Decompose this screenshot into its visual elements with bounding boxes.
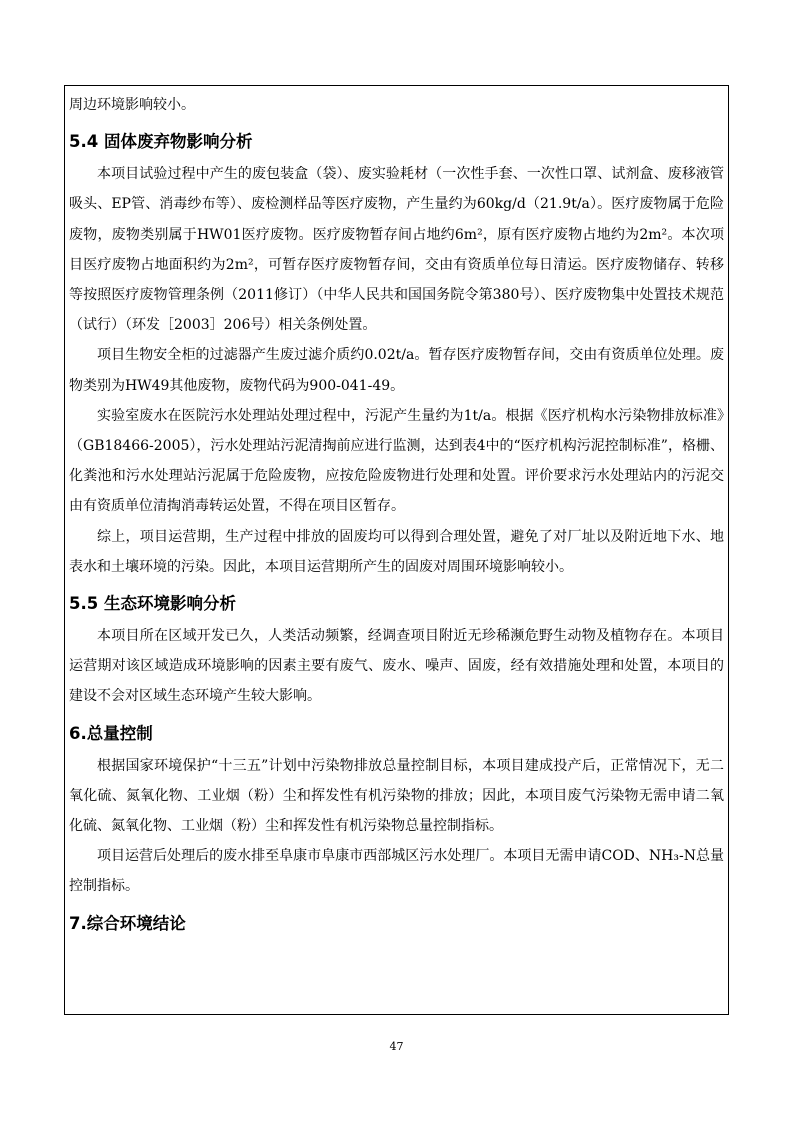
paragraph: 实验室废水在医院污水处理站处理过程中，污泥产生量约为1t/a。根据《医疗机构水污染物排放标准》（GB18466-2005），污水处理站污泥清掏前应进行监测，达到表4中的“医疗机构污泥控制标准”，格栅、化粪池和污水处理站污泥属于危险废物，应按危险废物进行处理和处置。评价要求污水处理站内的污泥交由有资质单位清掏消毒转运处置，不得在项目区暂存。 <box>69 407 724 515</box>
section-heading: 5.4 固体废弃物影响分析 <box>69 132 253 152</box>
paragraph: 综上，项目运营期，生产过程中排放的固废均可以得到合理处置，避免了对厂址以及附近地下水、地表水和土壤环境的污染。因此，本项目运营期所产生的固废对周围环境影响较小。 <box>69 528 724 575</box>
section-solid-waste <box>69 132 724 582</box>
paragraph: 项目运营后处理后的废水排至阜康市阜康市西部城区污水处理厂。本项目无需申请COD、NH₃-N总量控制指标。 <box>69 848 724 895</box>
document-frame <box>64 85 729 1015</box>
section-heading: 5.5 生态环境影响分析 <box>69 594 236 614</box>
section-conclusion <box>69 914 724 934</box>
section-total-control <box>69 724 724 902</box>
section-heading: 6.总量控制 <box>69 723 153 743</box>
paragraph: 根据国家环境保护“十三五”计划中污染物排放总量控制目标，本项目建成投产后，正常情况下，无二氧化硫、氮氧化物、工业烟（粉）尘和挥发性有机污染物的排放；因此，本项目废气污染物无需申请二氧化硫、氮氧化物、工业烟（粉）尘和挥发性有机污染物总量控制指标。 <box>69 757 724 835</box>
section-ecology <box>69 594 724 712</box>
section-heading: 7.综合环境结论 <box>69 913 186 933</box>
intro-line: 周边环境影响较小。 <box>69 97 195 113</box>
document-body <box>69 90 724 941</box>
paragraph: 本项目试验过程中产生的废包装盒（袋）、废实验耗材（一次性手套、一次性口罩、试剂盒、废移液管吸头、EP管、消毒纱布等）、废检测样品等医疗废物，产生量约为60kg/d（21.9t/a）。医疗废物属于危险废物，废物类别属于HW01医疗废物。医疗废物暂存间占地约6m²，原有医疗废物占地约为2m²。本次项目医疗废物占地面积约为2m²，可暂存医疗废物暂存间，交由有资质单位每日清运。医疗废物储存、转移等按照医疗废物管理条例（2011修订）（中华人民共和国国务院令第380号）、医疗废物集中处置技术规范（试行）（环发［2003］206号）相关条例处置。 <box>69 166 724 334</box>
paragraph: 项目生物安全柜的过滤器产生废过滤介质约0.02t/a。暂存医疗废物暂存间，交由有资质单位处理。废物类别为HW49其他废物，废物代码为900-041-49。 <box>69 347 724 394</box>
page-number: 47 <box>389 1040 404 1053</box>
paragraph: 本项目所在区域开发已久，人类活动频繁，经调查项目附近无珍稀濒危野生动物及植物存在。本项目运营期对该区域造成环境影响的因素主要有废气、废水、噪声、固废，经有效措施处理和处置，本项目的建设不会对区域生态环境产生较大影响。 <box>69 628 724 705</box>
